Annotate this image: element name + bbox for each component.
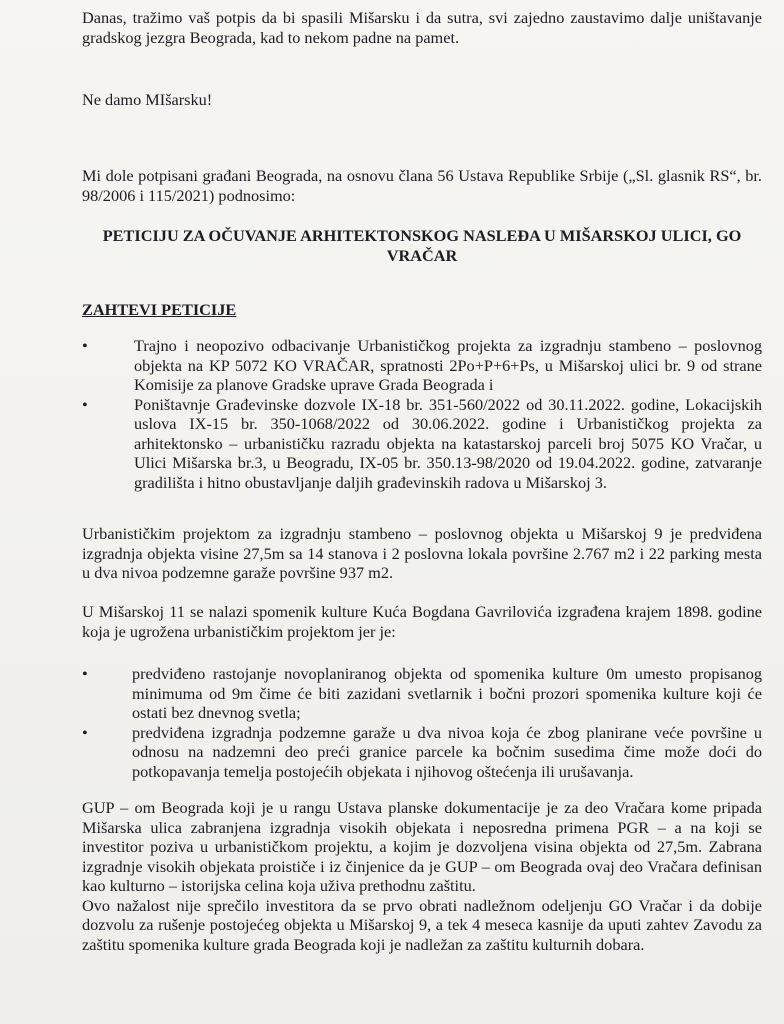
bullet-icon: • (82, 336, 88, 355)
demands-heading: ZAHTEVI PETICIJE (82, 300, 237, 319)
preamble-paragraph: Mi dole potpisani građani Beograda, na osnovu člana 56 Ustava Republike Srbije („Sl. glasnik RS“, br. 98/2006 i 115/2021) podnosimo: (82, 166, 762, 205)
list-item (82, 395, 762, 493)
demand-text: Trajno i neopozivo odbacivanje Urbanističkog projekta za izgradnju stambeno – poslovnog objekta na KP 5072 KO VRAČAR, spratnosti 2Po+P+6+Ps, u Mišarskoj ulici br. 9 od strane Komisije za planove Gradske uprave Grada Beograda i (134, 336, 762, 394)
threats-list (82, 664, 762, 781)
list-item (82, 664, 762, 723)
intro-paragraph: Danas, tražimo vaš potpis da bi spasili Mišarsku i da sutra, svi zajedno zaustavimo dalje uništavanje gradskog jezgra Beograda, kad to nekom padne na pamet. (82, 8, 762, 47)
gup-paragraph: GUP – om Beograda koji je u rangu Ustava planske dokumentacije je za deo Vračara kome pripada Mišarska ulica zabranjena izgradnja visokih objekata i neposredna primena PGR – a na koji se investitor poziva u urbanističkom projektu, a kojim je dozvoljena visina objekta od 27,5m. Zabrana izgradnje visokih objekata proističe i iz činjenice da je GUP – om Beograda ovaj deo Vračara definisan kao kulturno – istorijska celina koja uživa prethodnu zaštitu. (82, 798, 762, 895)
project-paragraph: Urbanističkim projektom za izgradnju stambeno – poslovnog objekta u Mišarskoj 9 je predviđena izgradnja objekta visine 27,5m sa 14 stanova i 2 poslovna lokala površine 2.767 m2 i 22 parking mesta u dva nivoa podzemne garaže površine 937 m2. (82, 524, 762, 582)
gup-section (82, 798, 762, 954)
bullet-icon: • (82, 664, 88, 683)
petition-title: PETICIJU ZA OČUVANJE ARHITEKTONSKOG NASLEĐA U MIŠARSKOJ ULICI, GO VRAČAR (102, 226, 742, 265)
list-item (82, 723, 762, 782)
slogan: Ne damo MIšarsku! (82, 90, 213, 109)
threat-text: predviđeno rastojanje novoplaniranog objekta od spomenika kulture 0m umesto propisanog minimuma od 9m čime će biti zazidani svetlarnik i bočni prozori spomenika kulture koji će ostati bez dnevnog svetla; (132, 664, 762, 722)
threat-text: predviđena izgradnja podzemne garaže u dva nivoa koja će zbog planirane veće površine u odnosu na nadzemni deo preći granice parcele ka bočnim susedima čime može doći do potkopavanja temelja postojećih objekata i njihovog oštećenja ili urušavanja. (132, 722, 762, 781)
demand-text: Poništavnje Građevinske dozvole IX-18 br. 351-560/2022 od 30.11.2022. godine, Lokacijskih uslova IX-15 br. 350-1068/2022 od 30.06.2022. godine i Urbanističkog projekta za arhitektonsko – urbanističku razradu objekta na katastarskoj parceli broj 5075 KO Vračar, u Ulici Mišarska br.3, u Beogradu, IX-05 br. 350.13-98/2020 od 19.04.2022. godine, zatvaranje gradilišta i hitno obustavljanje daljih građevinskih radova u Mišarskoj 3. (134, 394, 762, 492)
closing-paragraph: Ovo nažalost nije sprečilo investitora da se prvo obrati nadležnom odeljenju GO Vračar i da dobije dozvolu za rušenje postojećeg objekta u Mišarskoj 9, a tek 4 meseca kasnije da uputi zahtev Zavodu za zaštitu spomenika kulture grada Beograda koji je nadležan za zaštitu kulturnih dobara. (82, 895, 762, 954)
monument-paragraph: U Mišarskoj 11 se nalazi spomenik kulture Kuća Bogdana Gavrilovića izgrađena krajem 1898. godine koja je ugrožena urbanističkim projektom jer je: (82, 602, 762, 641)
demands-list (82, 336, 762, 492)
bullet-icon: • (82, 722, 88, 742)
list-item (82, 336, 762, 395)
bullet-icon: • (82, 394, 88, 414)
